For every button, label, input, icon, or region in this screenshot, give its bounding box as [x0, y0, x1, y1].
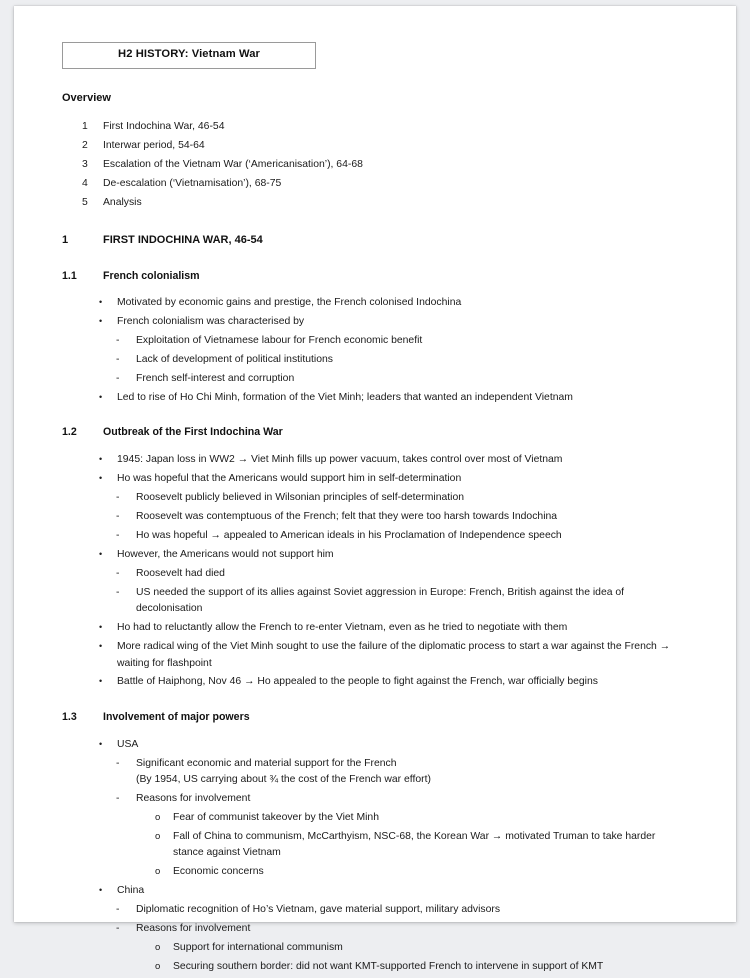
list-item — [62, 314, 682, 330]
section-title: FIRST INDOCHINA WAR, 46-54 — [103, 234, 263, 247]
overview-item-number: 5 — [82, 196, 88, 208]
usa-support-note: (By 1954, US carrying about ¾ the cost of the French war effort) — [136, 774, 431, 786]
bullet-icon: • — [99, 316, 103, 327]
section-1-1-list — [62, 295, 682, 406]
list-item-text: US needed the support of its allies against Soviet aggression in Europe: French, British against the idea of decolonisation — [136, 586, 625, 615]
dash-icon: - — [116, 567, 120, 579]
list-item-text: Exploitation of Vietnamese labour for French economic benefit — [136, 335, 423, 347]
list-item-text: Battle of Haiphong, Nov 46 → Ho appealed to the people to fight against the French, war officially begins — [117, 676, 598, 688]
list-item-text: More radical wing of the Viet Minh sought to use the failure of the diplomatic process to start a war against the French → waiting for flashpoint — [117, 641, 671, 669]
list-item — [62, 902, 682, 918]
section-title: French colonialism — [103, 269, 200, 282]
list-item — [62, 509, 682, 525]
overview-item-number: 4 — [82, 177, 88, 189]
list-item-text: 1945: Japan loss in WW2 → Viet Minh fills up power vacuum, takes control over most of Vietnam — [117, 454, 563, 466]
dash-icon: - — [116, 335, 120, 347]
list-item-text: Securing southern border: did not want KMT-supported French to intervene in support of KMT — [173, 960, 604, 972]
list-item — [62, 829, 682, 862]
list-item — [62, 674, 682, 690]
bullet-icon: • — [99, 641, 103, 652]
list-item — [62, 883, 682, 899]
dash-icon: - — [116, 757, 120, 769]
dash-icon: - — [116, 492, 120, 504]
list-item-text: Ho was hopeful → appealed to American ideals in his Proclamation of Independence speech — [136, 529, 562, 541]
circle-bullet-icon: o — [155, 866, 161, 878]
overview-list — [62, 119, 682, 211]
overview-item — [62, 119, 682, 135]
list-item-text: Roosevelt had died — [136, 567, 225, 579]
list-item-text: Fall of China to communism, McCarthyism, NSC-68, the Korean War → motivated Truman to take harder stance against Vietnam — [173, 830, 656, 859]
list-item-text: However, the Americans would not support him — [117, 548, 334, 560]
list-item — [62, 352, 682, 368]
bullet-icon: • — [99, 676, 103, 687]
dash-icon: - — [116, 586, 120, 598]
bullet-icon: • — [99, 738, 103, 749]
list-item-text: Ho had to reluctantly allow the French to re-enter Vietnam, even as he tried to negotiate with them — [117, 622, 568, 634]
section-number: 1.1 — [62, 269, 77, 282]
list-item — [62, 620, 682, 636]
list-item — [62, 471, 682, 487]
list-item-text: Reasons for involvement — [136, 923, 251, 935]
list-item-text — [136, 756, 682, 789]
overview-item — [62, 195, 682, 211]
list-item-text: Fear of communist takeover by the Viet Minh — [173, 811, 379, 823]
overview-item-label: First Indochina War, 46-54 — [103, 121, 225, 133]
list-item-text: Economic concerns — [173, 866, 264, 878]
section-number: 1.2 — [62, 426, 77, 439]
list-item — [62, 333, 682, 349]
list-item — [62, 756, 682, 789]
section-heading-1 — [62, 232, 682, 249]
section-number: 1 — [62, 234, 69, 247]
list-item — [62, 452, 682, 468]
list-item — [62, 295, 682, 311]
list-item — [62, 528, 682, 544]
section-heading-1-1 — [62, 268, 682, 285]
section-heading-1-2 — [62, 424, 682, 441]
bullet-icon: • — [99, 548, 103, 559]
list-item-text: Ho was hopeful that the Americans would support him in self-determination — [117, 473, 462, 485]
bullet-icon: • — [99, 885, 103, 896]
document-title-box: H2 HISTORY: Vietnam War — [62, 42, 316, 69]
list-item-text: China — [117, 885, 145, 897]
list-item — [62, 566, 682, 582]
list-item — [62, 585, 682, 618]
list-item-text: Roosevelt was contemptuous of the French; felt that they were too harsh towards Indochina — [136, 511, 558, 523]
list-item-text: Reasons for involvement — [136, 792, 251, 804]
overview-item-label: Analysis — [103, 196, 142, 208]
section-number: 1.3 — [62, 710, 77, 723]
document-content — [62, 42, 682, 978]
circle-bullet-icon: o — [155, 811, 161, 823]
bullet-icon: • — [99, 473, 103, 484]
overview-item-label: Escalation of the Vietnam War (‘Americanisation’), 64-68 — [103, 158, 363, 170]
list-item-text: French self-interest and corruption — [136, 373, 295, 385]
section-heading-1-3 — [62, 709, 682, 726]
overview-item-label: De-escalation (‘Vietnamisation’), 68-75 — [103, 177, 282, 189]
overview-item-number: 2 — [82, 140, 88, 151]
list-item — [62, 959, 682, 975]
list-item — [62, 810, 682, 826]
dash-icon: - — [116, 373, 120, 385]
list-item — [62, 940, 682, 956]
section-1-3-list — [62, 737, 682, 976]
list-item — [62, 921, 682, 937]
list-item-text: Support for international communism — [173, 941, 343, 953]
dash-icon: - — [116, 904, 120, 916]
dash-icon: - — [116, 923, 120, 935]
list-item — [62, 490, 682, 506]
list-item-text: USA — [117, 738, 139, 750]
list-item-text: Motivated by economic gains and prestige, the French colonised Indochina — [117, 297, 462, 309]
dash-icon: - — [116, 529, 120, 541]
document-page-shadow — [14, 6, 736, 972]
list-item-text: Roosevelt publicly believed in Wilsonian principles of self-determination — [136, 492, 465, 504]
list-item — [62, 371, 682, 387]
list-item — [62, 864, 682, 880]
circle-bullet-icon: o — [155, 941, 161, 953]
dash-icon: - — [116, 792, 120, 804]
bullet-icon: • — [99, 392, 103, 403]
list-item-text: Lack of development of political institutions — [136, 354, 333, 366]
list-item-text: French colonialism was characterised by — [117, 316, 305, 328]
list-item — [62, 390, 682, 406]
overview-heading: Overview — [62, 91, 111, 104]
overview-item — [62, 138, 682, 154]
bullet-icon: • — [99, 297, 103, 308]
list-item-text: Led to rise of Ho Chi Minh, formation of the Viet Minh; leaders that wanted an independent Vietnam — [117, 392, 573, 404]
overview-item — [62, 157, 682, 173]
overview-item-label: Interwar period, 54-64 — [103, 140, 205, 151]
overview-item-number: 3 — [82, 158, 88, 170]
dash-icon: - — [116, 511, 120, 523]
list-item — [62, 791, 682, 807]
section-1-2-list — [62, 452, 682, 691]
usa-support-text: Significant economic and material support for the French — [136, 757, 397, 769]
circle-bullet-icon: o — [155, 830, 161, 842]
list-item — [62, 639, 682, 672]
overview-item-number: 1 — [82, 121, 88, 133]
list-item — [62, 737, 682, 753]
list-item — [62, 547, 682, 563]
section-title: Involvement of major powers — [103, 710, 250, 723]
list-item-text: Diplomatic recognition of Ho’s Vietnam, gave material support, military advisors — [136, 904, 501, 916]
overview-item — [62, 176, 682, 192]
bullet-icon: • — [99, 622, 103, 633]
dash-icon: - — [116, 354, 120, 366]
circle-bullet-icon: o — [155, 960, 161, 972]
bullet-icon: • — [99, 454, 103, 465]
document-page — [14, 6, 736, 972]
section-title: Outbreak of the First Indochina War — [103, 426, 283, 439]
